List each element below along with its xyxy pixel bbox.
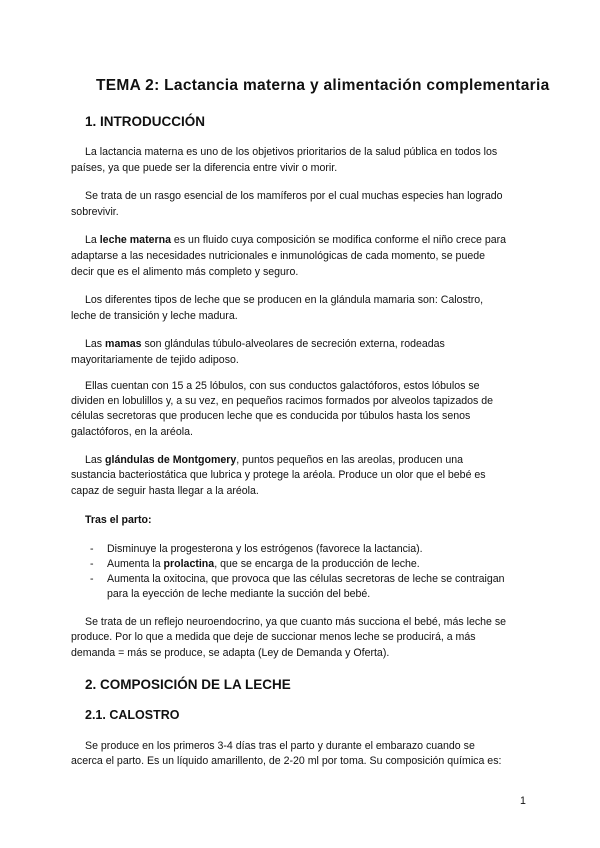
paragraph-line <box>71 395 493 408</box>
list-bullet: - <box>90 543 94 555</box>
text-run: sobrevivir. <box>71 206 119 218</box>
paragraph-line <box>71 310 238 323</box>
text-run: 2.1. CALOSTRO <box>85 708 180 722</box>
paragraph-line <box>71 426 193 439</box>
paragraph-line <box>85 514 152 527</box>
paragraph-line <box>71 631 476 644</box>
paragraph-line <box>71 410 470 423</box>
bold-text: leche materna <box>99 234 171 246</box>
text-run: acerca el parto. Es un líquido amarillento, de 2-20 ml por toma. Su composición química es: <box>71 755 502 767</box>
text-run: Disminuye la progesterona y los estrógenos (favorece la lactancia). <box>107 543 423 555</box>
text-run: países, ya que puede ser la diferencia entre vivir o morir. <box>71 162 338 174</box>
paragraph-line <box>85 190 503 203</box>
paragraph-line <box>85 454 463 467</box>
text-run: produce. Por lo que a medida que deje de succionar menos leche se producirá, a más <box>71 631 476 643</box>
paragraph-line <box>71 266 298 279</box>
text-run: Aumenta la oxitocina, que provoca que las células secretoras de leche se contraigan <box>107 573 505 585</box>
paragraph-line <box>85 740 475 753</box>
paragraph-line <box>71 206 119 219</box>
page-number: 1 <box>520 795 526 807</box>
list-bullet: - <box>90 573 94 585</box>
list-item-line <box>107 543 423 556</box>
text-run: 2. COMPOSICIÓN DE LA LECHE <box>85 677 291 692</box>
paragraph-line <box>71 755 501 768</box>
bold-text: Tras el parto: <box>85 514 152 526</box>
text-run: Se produce en los primeros 3-4 días tras el parto y durante el embarazo cuando se <box>85 740 475 752</box>
text-run: Se trata de un reflejo neuroendocrino, ya que cuanto más succiona el bebé, más leche se <box>85 616 507 628</box>
text-run: Ellas cuentan con 15 a 25 lóbulos, con sus conductos galactóforos, estos lóbulos se <box>85 380 480 392</box>
text-run: capaz de seguir hasta llegar a la aréola. <box>71 485 259 497</box>
text-run: dividen en lobulillos y, a su vez, en pequeños racimos formados por alveolos tapizados de <box>71 395 494 407</box>
paragraph-line <box>85 616 506 629</box>
text-run: galactóforos, en la aréola. <box>71 426 193 438</box>
paragraph-line <box>71 162 337 175</box>
text-run: es un fluido cuya composición se modifica conforme el niño crece para <box>170 234 507 246</box>
text-run: decir que es el alimento más completo y seguro. <box>71 266 299 278</box>
section-heading <box>85 115 205 128</box>
text-run: 1. INTRODUCCIÓN <box>85 114 206 129</box>
text-run: células secretoras que producen leche que es conducida por túbulos hasta los senos <box>71 410 471 422</box>
list-bullet: - <box>90 558 94 570</box>
paragraph-line <box>71 354 239 367</box>
text-run: Se trata de un rasgo esencial de los mamíferos por el cual muchas especies han logrado <box>85 190 503 202</box>
text-run: , que se encarga de la producción de leche. <box>214 558 420 570</box>
text-run: Las <box>85 338 106 350</box>
paragraph-line <box>71 485 259 498</box>
bold-text: prolactina <box>163 558 215 570</box>
document-title: TEMA 2: Lactancia materna y alimentación complementaria <box>96 77 550 94</box>
bold-text: mamas <box>105 338 142 350</box>
text-run: sustancia bacteriostática que lubrica y protege la aréola. Produce un olor que el bebé es <box>71 469 486 481</box>
bold-text: glándulas de Montgomery <box>105 454 237 466</box>
paragraph-line <box>85 380 480 393</box>
paragraph-line <box>85 338 445 351</box>
list-item-line <box>107 558 420 571</box>
paragraph-line <box>85 294 483 307</box>
text-run: para la eyección de leche mediante la succión del bebé. <box>107 588 371 600</box>
paragraph-line <box>85 146 497 159</box>
text-run: demanda = más se produce, se adapta (Ley de Demanda y Oferta). <box>71 647 390 659</box>
text-run: son glándulas túbulo-alveolares de secreción externa, rodeadas <box>141 338 445 350</box>
text-run: Los diferentes tipos de leche que se producen en la glándula mamaria son: Calostro, <box>85 294 484 306</box>
text-run: La lactancia materna es uno de los objetivos prioritarios de la salud pública en todos los <box>85 146 498 158</box>
text-run: Las <box>85 454 106 466</box>
list-item-line <box>107 588 370 601</box>
text-run: leche de transición y leche madura. <box>71 310 238 322</box>
paragraph-line <box>71 250 485 263</box>
paragraph-line <box>85 234 506 247</box>
list-item-line <box>107 573 505 586</box>
paragraph-line <box>71 469 486 482</box>
text-run: Aumenta la <box>107 558 164 570</box>
text-run: mayoritariamente de tejido adiposo. <box>71 354 239 366</box>
text-run: adaptarse a las necesidades nutricionales e inmunológicas de cada momento, se puede <box>71 250 486 262</box>
text-run: , puntos pequeños en las areolas, producen una <box>236 454 464 466</box>
paragraph-line <box>71 647 389 660</box>
subsection-heading <box>85 709 179 722</box>
section-heading <box>85 678 291 691</box>
text-run: La <box>85 234 100 246</box>
